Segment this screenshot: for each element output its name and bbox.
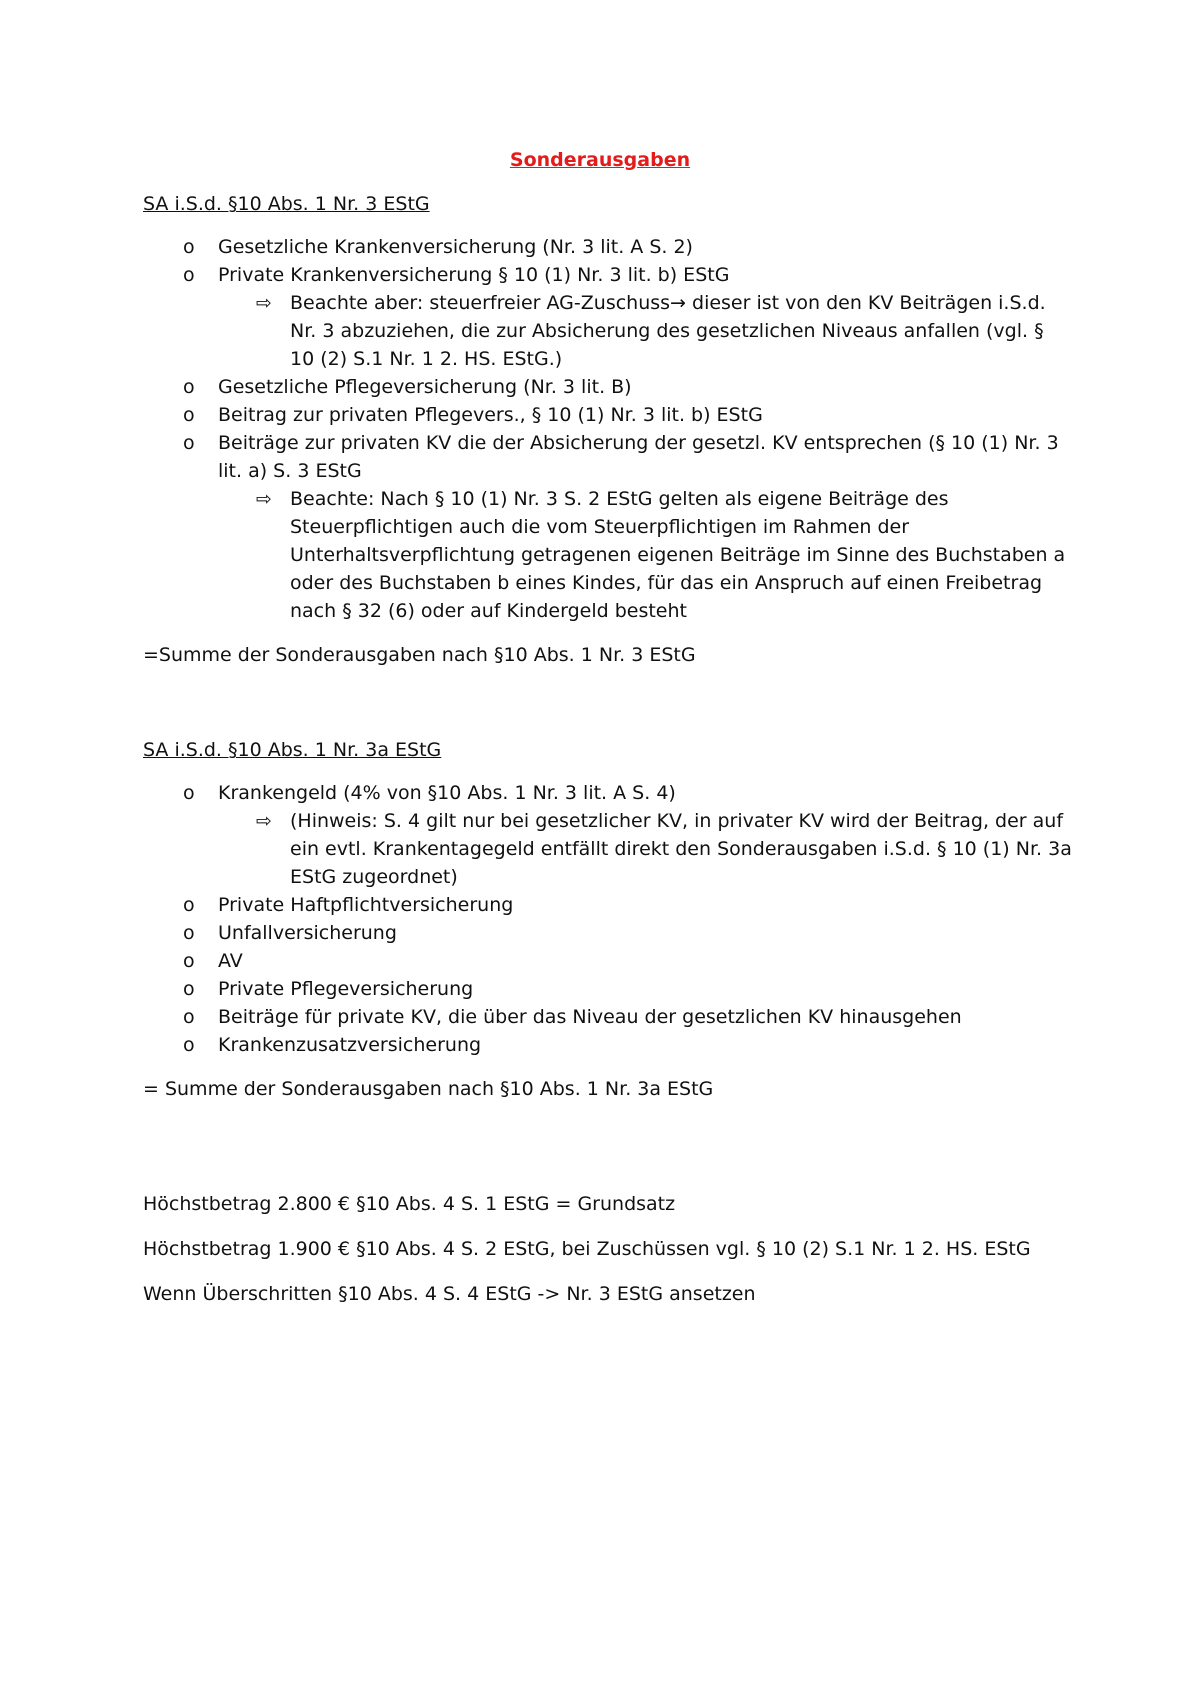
list-item (143, 1031, 1073, 1059)
section-heading: SA i.S.d. §10 Abs. 1 Nr. 3 EStG (143, 193, 430, 215)
section-nr3 (143, 190, 1073, 669)
page-title: Sonderausgaben (509, 149, 691, 171)
list-item (143, 919, 1073, 947)
item-text: AV (218, 950, 243, 972)
list-item (143, 1003, 1073, 1031)
item-list (143, 779, 1073, 1059)
list-item (143, 233, 1073, 261)
item-text: Unfallversicherung (218, 922, 397, 944)
item-text: Beiträge für private KV, die über das Niveau der gesetzlichen KV hinausgehen (218, 1006, 962, 1028)
note-text: Beachte: Nach § 10 (1) Nr. 3 S. 2 EStG gelten als eigene Beiträge des Steuerpflichtigen auch die vom Steuerpflichtigen im Rahmen der Unterhaltsverpflichtung getragenen eigenen Beiträge im Sinne des Buchstaben a oder des Buchstaben b eines Kindes, für das ein Anspruch auf einen Freibetrag nach § 32 (6) oder auf Kindergeld besteht (290, 488, 1066, 622)
limits-block (143, 1190, 1073, 1308)
bullet-icon: o (183, 1006, 195, 1028)
item-text: Beiträge zur privaten KV die der Absicherung der gesetzl. KV entsprechen (§ 10 (1) Nr. 3 lit. a) S. 3 EStG (218, 432, 1059, 482)
note-item (218, 807, 1073, 891)
item-text: Private Krankenversicherung § 10 (1) Nr. 3 lit. b) EStG (218, 264, 730, 286)
list-item (143, 401, 1073, 429)
list-item (143, 891, 1073, 919)
list-item (143, 779, 1073, 807)
list-item (143, 947, 1073, 975)
item-text: Gesetzliche Pflegeversicherung (Nr. 3 lit. B) (218, 376, 632, 398)
arrow-right-icon: ⇨ (256, 292, 272, 314)
note-item (218, 485, 1073, 625)
bullet-icon: o (183, 950, 195, 972)
section-sum: =Summe der Sonderausgaben nach §10 Abs. 1 Nr. 3 EStG (143, 644, 696, 666)
arrow-right-icon: ⇨ (256, 488, 272, 510)
note-text: Beachte aber: steuerfreier AG-Zuschuss→ dieser ist von den KV Beiträgen i.S.d. Nr. 3 abzuziehen, die zur Absicherung des gesetzlichen Niveaus anfallen (vgl. § 10 (2) S.1 Nr. 1 2. HS. EStG.) (290, 292, 1046, 370)
list-item (143, 261, 1073, 289)
bullet-icon: o (183, 432, 195, 454)
section-nr3a (143, 736, 1073, 1103)
bullet-icon: o (183, 922, 195, 944)
limit-line: Wenn Überschritten §10 Abs. 4 S. 4 EStG -> Nr. 3 EStG ansetzen (143, 1283, 756, 1305)
arrow-right-icon: ⇨ (256, 810, 272, 832)
bullet-icon: o (183, 978, 195, 1000)
item-text: Private Haftpflichtversicherung (218, 894, 514, 916)
limit-line: Höchstbetrag 2.800 € §10 Abs. 4 S. 1 EStG = Grundsatz (143, 1193, 676, 1215)
section-sum: = Summe der Sonderausgaben nach §10 Abs. 1 Nr. 3a EStG (143, 1078, 714, 1100)
list-item (143, 373, 1073, 401)
bullet-icon: o (183, 376, 195, 398)
item-text: Krankengeld (4% von §10 Abs. 1 Nr. 3 lit. A S. 4) (218, 782, 676, 804)
limit-line: Höchstbetrag 1.900 € §10 Abs. 4 S. 2 EStG, bei Zuschüssen vgl. § 10 (2) S.1 Nr. 1 2. HS. EStG (143, 1238, 1031, 1260)
item-text: Gesetzliche Krankenversicherung (Nr. 3 lit. A S. 2) (218, 236, 693, 258)
bullet-icon: o (183, 236, 195, 258)
bullet-icon: o (183, 894, 195, 916)
note-text: (Hinweis: S. 4 gilt nur bei gesetzlicher KV, in privater KV wird der Beitrag, der auf ein evtl. Krankentagegeld entfällt direkt den Sonderausgaben i.S.d. § 10 (1) Nr. 3a EStG zugeordnet) (290, 810, 1072, 888)
item-list (143, 233, 1073, 625)
bullet-icon: o (183, 782, 195, 804)
bullet-icon: o (183, 264, 195, 286)
list-item (143, 975, 1073, 1003)
list-item (143, 429, 1073, 485)
section-heading: SA i.S.d. §10 Abs. 1 Nr. 3a EStG (143, 739, 442, 761)
note-item (218, 289, 1073, 373)
bullet-icon: o (183, 404, 195, 426)
item-text: Beitrag zur privaten Pflegevers., § 10 (1) Nr. 3 lit. b) EStG (218, 404, 763, 426)
item-text: Krankenzusatzversicherung (218, 1034, 482, 1056)
item-text: Private Pflegeversicherung (218, 978, 474, 1000)
bullet-icon: o (183, 1034, 195, 1056)
